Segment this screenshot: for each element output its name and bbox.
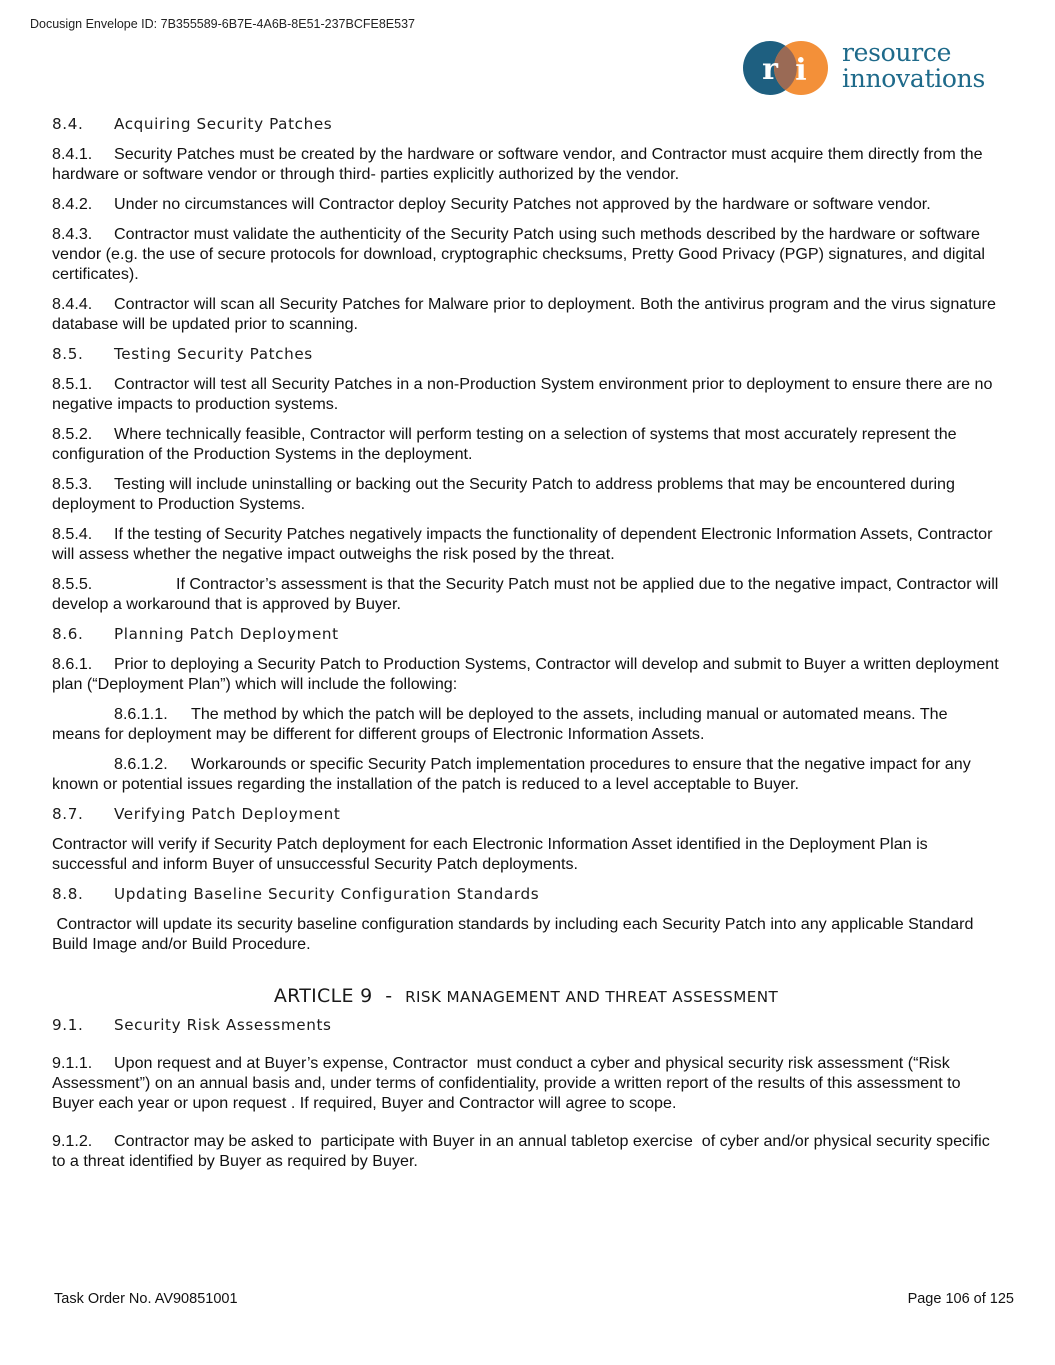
section-number: 8.4. [52, 115, 84, 133]
section-number: 8.6.1. [52, 655, 93, 673]
section-9-content [52, 1015, 1000, 1171]
section-number: 9.1.2. [52, 1132, 93, 1150]
section-8-content [52, 114, 1004, 954]
paragraph [52, 374, 1000, 414]
section-text: Prior to deploying a Security Patch to Production Systems, Contractor will develop and submit to Buyer a written deployment plan (“Deployment Plan”) which will include the following: [52, 655, 1004, 693]
section-text: Security Risk Assessments [114, 1016, 332, 1034]
section-text: Verifying Patch Deployment [114, 805, 341, 823]
section-heading [52, 114, 1000, 134]
logo-mark-i: i [795, 53, 807, 88]
section-number: 8.5.2. [52, 425, 93, 443]
paragraph [52, 574, 1003, 614]
paragraph [52, 524, 1000, 564]
footer-page-number: Page 106 of 125 [907, 1291, 1014, 1307]
section-text: Acquiring Security Patches [114, 115, 333, 133]
section-text: Planning Patch Deployment [114, 625, 339, 643]
logo-line-innovations: innovations [842, 64, 986, 93]
article-label: ARTICLE 9 [273, 985, 373, 1007]
article-dash: - [385, 985, 393, 1007]
section-number: 8.5.3. [52, 475, 93, 493]
paragraph [52, 424, 1000, 464]
section-number: 8.4.3. [52, 225, 93, 243]
section-text: Testing will include uninstalling or backing out the Security Patch to address problems that may be encountered during deployment to Production Systems. [52, 475, 960, 513]
paragraph [52, 144, 1000, 184]
section-heading [52, 884, 1000, 904]
logo-line-resource: resource [842, 38, 952, 67]
paragraph [52, 834, 1000, 874]
section-heading [52, 624, 1000, 644]
section-number: 9.1. [52, 1016, 84, 1034]
article-title: RISK MANAGEMENT AND THREAT ASSESSMENT [405, 988, 779, 1006]
section-heading [52, 804, 1000, 824]
section-text: Contractor may be asked to participate with Buyer in an annual tabletop exercise of cyber and/or physical security specific to a threat identified by Buyer as required by Buyer. [52, 1132, 995, 1170]
section-number: 8.4.1. [52, 145, 93, 163]
section-text: Workarounds or specific Security Patch implementation procedures to ensure that the negative impact for any known or potential issues regarding the installation of the patch is reduced to a level acceptable to Buyer. [52, 755, 976, 793]
section-text: Contractor must validate the authenticity of the Security Patch using such methods described by the hardware or software vendor (e.g. the use of secure protocols for download, cryptographic checksums, Pretty Good Privacy (PGP) signatures, and digital certificates). [52, 225, 990, 283]
section-number: 8.6.1.2. [114, 755, 168, 773]
section-number: 8.7. [52, 805, 84, 823]
section-number: 9.1.1. [52, 1054, 93, 1072]
paragraph [52, 224, 1000, 284]
paragraph [52, 194, 1000, 214]
section-text: Where technically feasible, Contractor will perform testing on a selection of systems that most accurately represent the configuration of the Production Systems in the deployment. [52, 425, 962, 463]
paragraph [52, 1131, 1000, 1171]
footer-task-order: Task Order No. AV90851001 [54, 1291, 238, 1307]
section-text: Contractor will verify if Security Patch deployment for each Electronic Information Asset identified in the Deployment Plan is successful and inform Buyer of unsuccessful Security Patch deployments. [52, 835, 933, 873]
section-number: 8.6. [52, 625, 84, 643]
section-number: 8.5.4. [52, 525, 93, 543]
paragraph [52, 1053, 1000, 1113]
section-number: 8.5.1. [52, 375, 93, 393]
paragraph [52, 914, 1000, 954]
logo-mark-r: r [762, 52, 778, 87]
article-heading [52, 986, 1000, 1007]
section-text: Security Patches must be created by the hardware or software vendor, and Contractor must acquire them directly from the hardware or software vendor or through third- parties explicitly authorized by the vendor. [52, 145, 988, 183]
section-number: 8.4.2. [52, 195, 93, 213]
section-number: 8.6.1.1. [114, 705, 168, 723]
section-number: 8.5.5. [52, 575, 93, 593]
section-text: Updating Baseline Security Configuration Standards [114, 885, 540, 903]
section-heading [52, 1015, 1000, 1035]
resource-innovations-logo [741, 40, 1011, 96]
section-number: 8.5. [52, 345, 84, 363]
section-number: 8.4.4. [52, 295, 93, 313]
section-number: 8.8. [52, 885, 84, 903]
document-body [52, 114, 1004, 1181]
section-heading [52, 344, 1000, 364]
section-text: If the testing of Security Patches negatively impacts the functionality of dependent Electronic Information Assets, Contractor will assess whether the negative impact outweighs the risk posed by the threat. [52, 525, 997, 563]
section-text: Testing Security Patches [114, 345, 313, 363]
section-text: Contractor will update its security baseline configuration standards by including each Security Patch into any applicable Standard Build Image and/or Build Procedure. [52, 915, 978, 953]
section-text: Upon request and at Buyer’s expense, Contractor must conduct a cyber and physical security risk assessment (“Risk Assessment”) on an annual basis and, under terms of confidentiality, provide a written report of the results of this assessment to Buyer each year or upon request . If required, Buyer and Contractor will agree to scope. [52, 1054, 966, 1112]
logo-mark-icon [741, 40, 833, 96]
section-text: Under no circumstances will Contractor deploy Security Patches not approved by the hardware or software vendor. [114, 195, 931, 213]
paragraph [52, 294, 1000, 334]
paragraph [52, 754, 1000, 794]
section-text: Contractor will test all Security Patches in a non-Production System environment prior to deployment to ensure there are no negative impacts to production systems. [52, 375, 997, 413]
section-text: The method by which the patch will be deployed to the assets, including manual or automated means. The means for deployment may be different for different groups of Electronic Information Assets. [52, 705, 953, 743]
section-text: Contractor will scan all Security Patches for Malware prior to deployment. Both the antivirus program and the virus signature database will be updated prior to scanning. [52, 295, 1001, 333]
docusign-envelope-id: Docusign Envelope ID: 7B355589-6B7E-4A6B-8E51-237BCFE8E537 [30, 17, 415, 31]
paragraph [52, 654, 1004, 694]
logo-wordmark [842, 40, 985, 92]
section-text: If Contractor’s assessment is that the Security Patch must not be applied due to the negative impact, Contractor will develop a workaround that is approved by Buyer. [52, 575, 1003, 613]
paragraph [52, 474, 1000, 514]
paragraph [52, 704, 1000, 744]
